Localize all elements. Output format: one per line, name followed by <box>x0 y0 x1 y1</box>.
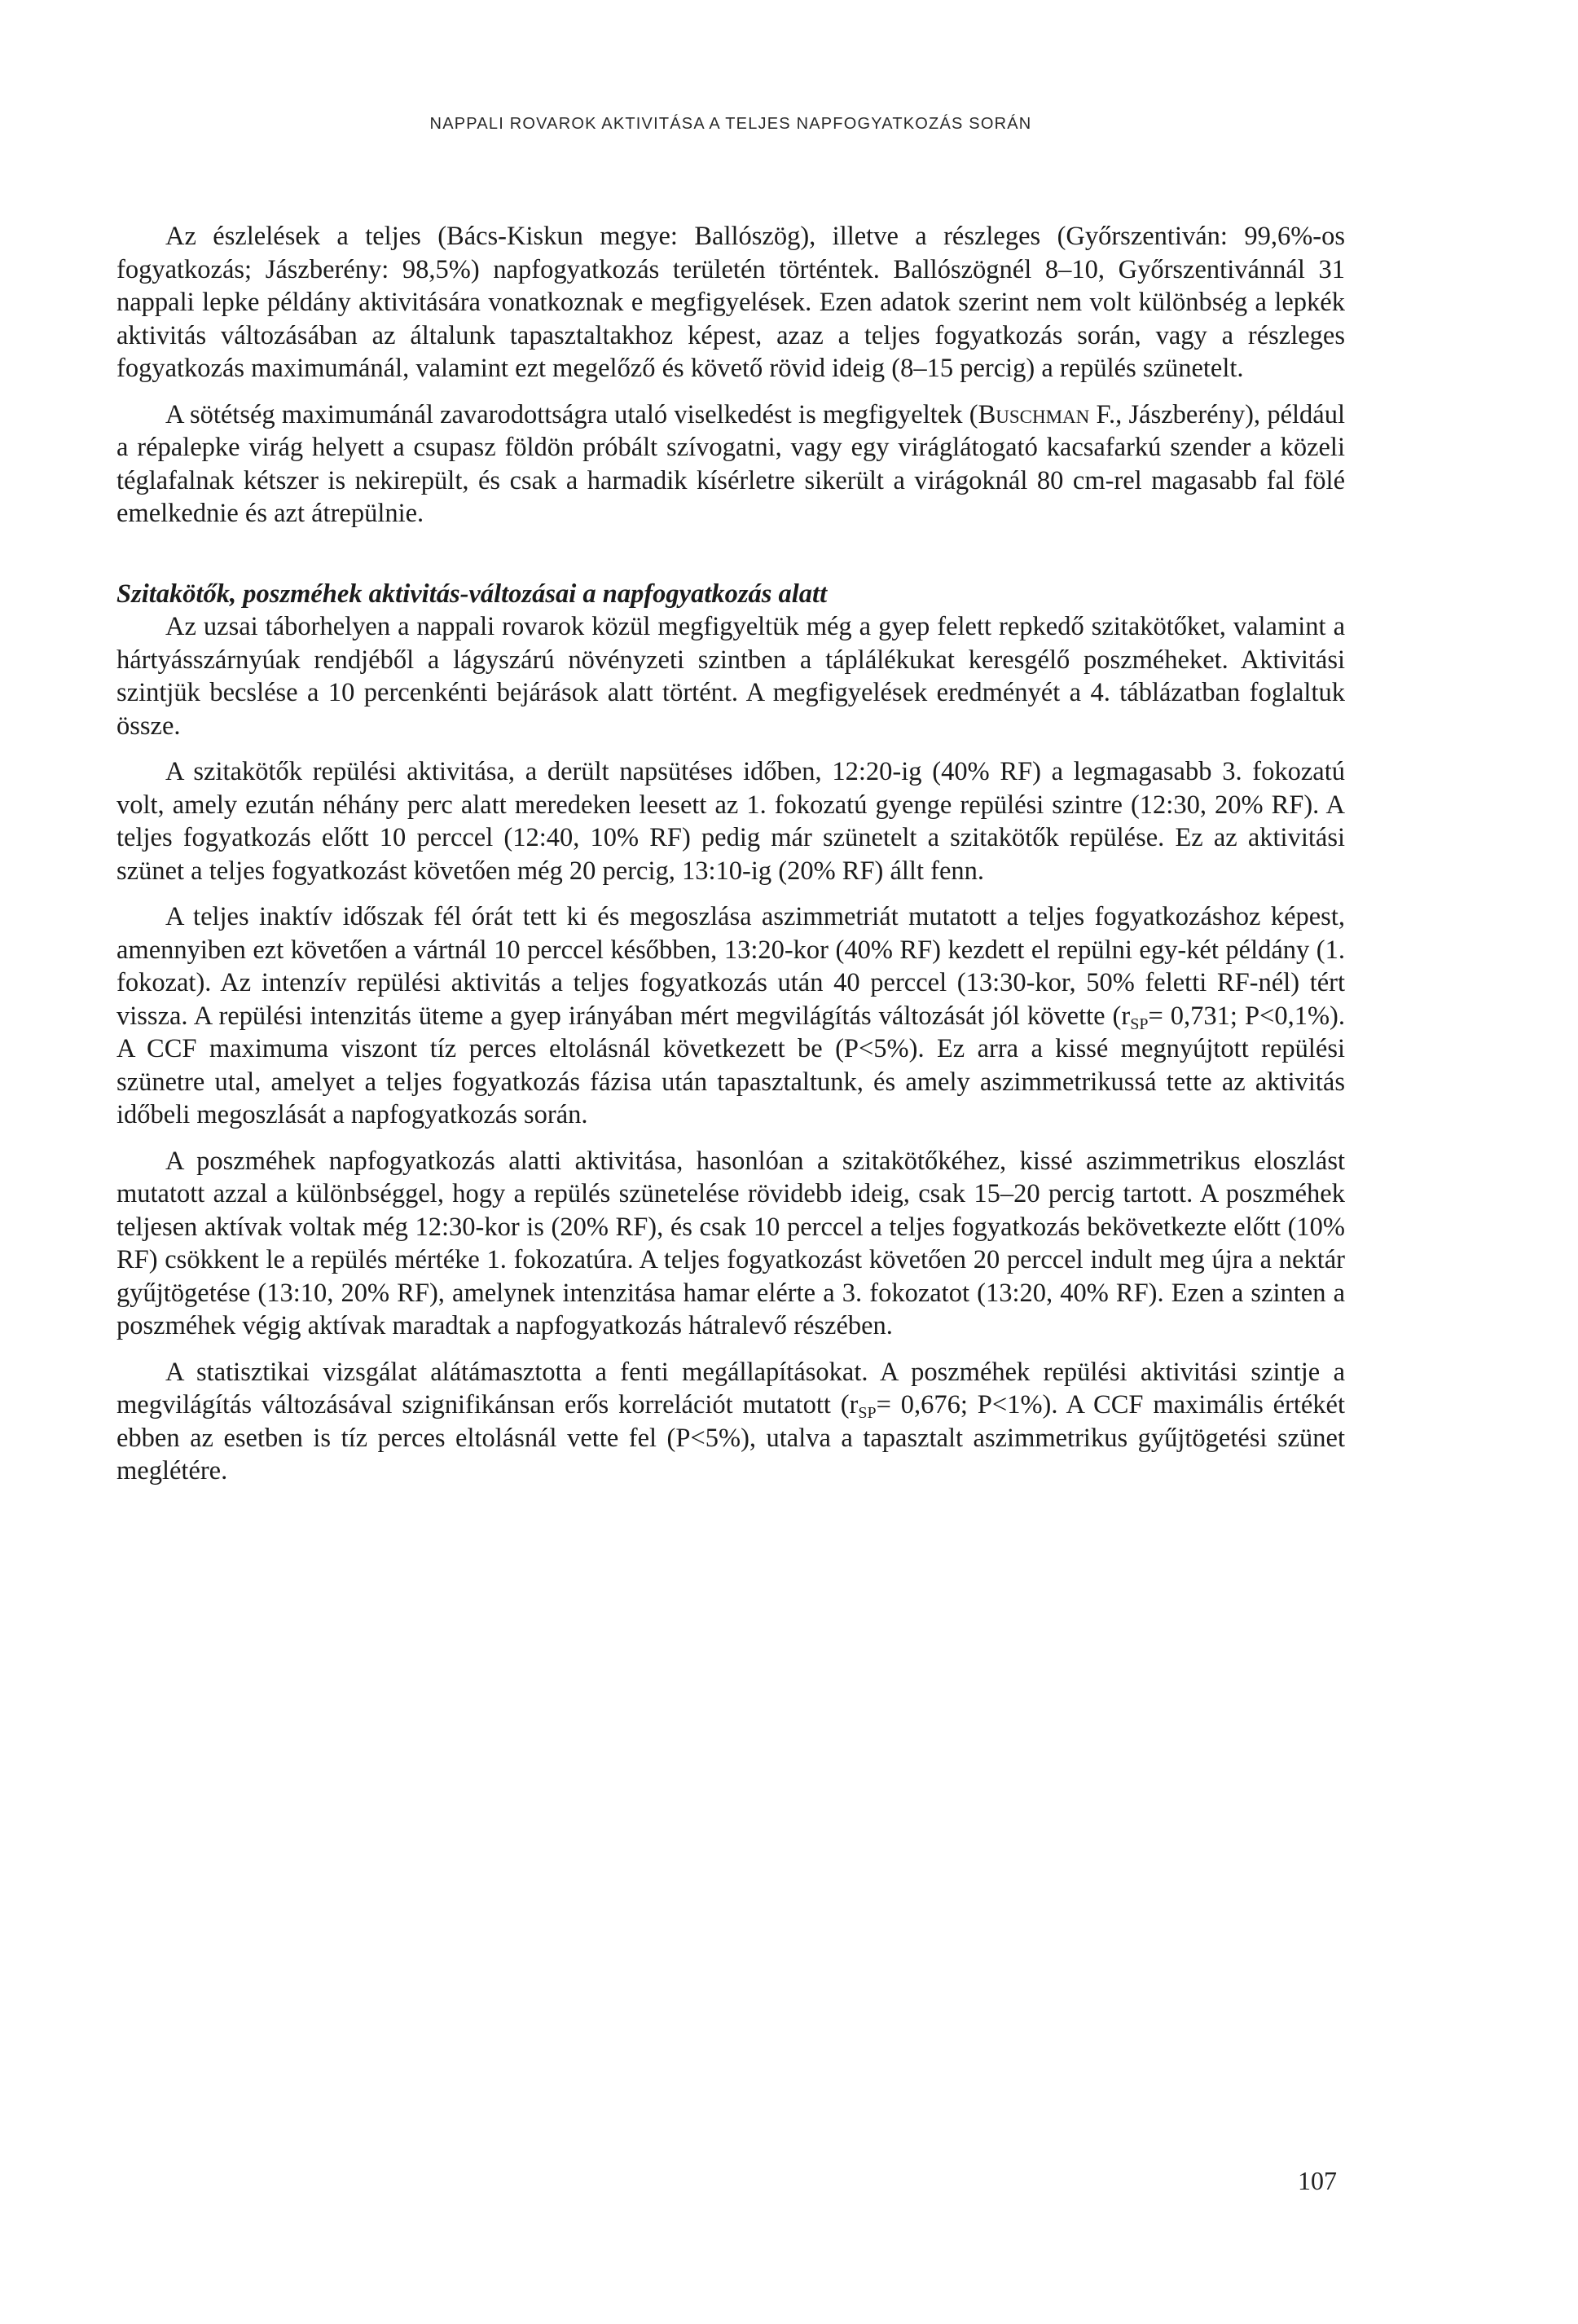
section-heading: Szitakötők, poszméhek aktivitás-változásai a napfogyatkozás alatt <box>116 579 828 609</box>
paragraph-text: = 0,731; P<0,1%). A CCF maximuma viszont tíz perces eltolásnál következett be (P<5%). Ez arra a kissé megnyújtott repülési szünetre utal, amelyet a teljes fogyatkozás fázisa után tapasztaltunk, és amely aszimmetrikussá tette az aktivitás időbeli megoszlását a napfogyatkozás során. <box>116 1001 1345 1129</box>
paragraph-inactive-period <box>116 900 1345 1132</box>
paragraph-text: A sötétség maximumánál zavarodottságra utaló viselkedést is megfigyeltek ( <box>165 399 978 429</box>
paragraph-darkness-behaviour <box>116 398 1345 530</box>
paragraph-uzsa-site: Az uzsai táborhelyen a nappali rovarok közül megfigyeltük még a gyep felett repkedő szitakötőket, valamint a hártyásszárnyúak rendjéből a lágyszárú növényzeti szintben a táplálékukat keresgélő poszméheket. Aktivitási szintjük becslése a 10 percenkénti bejárások alatt történt. A megfigyelések eredményét a 4. táblázatban foglaltuk össze. <box>116 612 1345 741</box>
page-number: 107 <box>1298 2166 1337 2195</box>
subscript: SP <box>858 1404 877 1422</box>
paragraph-statistics <box>116 1356 1345 1488</box>
body-text <box>116 220 1345 1488</box>
paragraph-bumblebee-activity: A poszméhek napfogyatkozás alatti aktivitása, hasonlóan a szitakötőkéhez, kissé aszimmetrikus eloszlást mutatott azzal a különbséggel, hogy a repülés szünetelése rövidebb ideig, csak 15–20 percig tartott. A poszméhek teljesen aktívak voltak még 12:30-kor is (20% RF), és csak 10 perccel a teljes fogyatkozás bekövetkezte előtt (10% RF) csökkent le a repülés mértéke 1. fokozatúra. A teljes fogyatkozást követően 20 perccel indult meg újra a nektár gyűjtögetése (13:10, 20% RF), amelynek intenzitása hamar elérte a 3. fokozatot (13:20, 40% RF). Ezen a szinten a poszméhek végig aktívak maradtak a napfogyatkozás hátralevő részében. <box>116 1146 1345 1340</box>
paragraph-observations: Az észlelések a teljes (Bács-Kiskun megye: Ballószög), illetve a részleges (Győrszentiván: 99,6%-os fogyatkozás; Jászberény: 98,5%) napfogyatkozás területén történtek. Ballószögnél 8–10, Győrszentivánnál 31 nappali lepke példány aktivitására vonatkoznak e megfigyelések. Ezen adatok szerint nem volt különbség a lepkék aktivitás változásában az általunk tapasztaltakhoz képest, azaz a teljes fogyatkozás során, vagy a részleges fogyatkozás maximumánál, valamint ezt megelőző és követő rövid ideig (8–15 percig) a repülés szünetelt. <box>116 222 1345 383</box>
author-name: Buschman <box>978 399 1090 429</box>
paragraph-text: A statisztikai vizsgálat alátámasztotta a fenti megállapításokat. A poszméhek repülési aktivitási szintje a megvilágítás változásával szignifikánsan erős korrelációt mutatott (r <box>116 1357 1345 1419</box>
subscript: SP <box>1130 1015 1149 1033</box>
paragraph-text: A teljes inaktív időszak fél órát tett ki és megoszlása aszimmetriát mutatott a teljes fogyatkozáshoz képest, amennyiben ezt követően a vártnál 10 perccel későbben, 13:20-kor (40% RF) kezdett el repülni egy-két példány (1. fokozat). Az intenzív repülési aktivitás a teljes fogyatkozás után 40 perccel (13:30-kor, 50% feletti RF-nél) tért vissza. A repülési intenzitás üteme a gyep irányában mért megvilágítás változását jól követte (r <box>116 902 1345 1031</box>
paragraph-text: F., Jászberény), például a répalepke virág helyett a csupasz földön próbált szívogatni, vagy egy viráglátogató kacsafarkú szender a közeli téglafalnak kétszer is nekirepült, és csak a harmadik kísérletre sikerült a virágoknál 80 cm-rel magasabb fal fölé emelkednie és azt átrepülnie. <box>116 399 1345 528</box>
document-page <box>116 0 1345 2324</box>
paragraph-dragonfly-activity: A szitakötők repülési aktivitása, a derült napsütéses időben, 12:20-ig (40% RF) a legmagasabb 3. fokozatú volt, amely ezután néhány perc alatt meredeken leesett az 1. fokozatú gyenge repülési szintre (12:30, 20% RF). A teljes fogyatkozás előtt 10 perccel (12:40, 10% RF) pedig már szünetelt a szitakötők repülése. Ez az aktivitási szünet a teljes fogyatkozást követően még 20 percig, 13:10-ig (20% RF) állt fenn. <box>116 757 1345 886</box>
paragraph-text: = 0,676; P<1%). A CCF maximális értékét ebben az esetben is tíz perces eltolásnál vette fel (P<5%), utalva a tapasztalt aszimmetrikus gyűjtögetési szünet meglétére. <box>116 1390 1345 1486</box>
running-header: NAPPALI ROVAROK AKTIVITÁSA A TELJES NAPFOGYATKOZÁS SORÁN <box>429 115 1032 133</box>
